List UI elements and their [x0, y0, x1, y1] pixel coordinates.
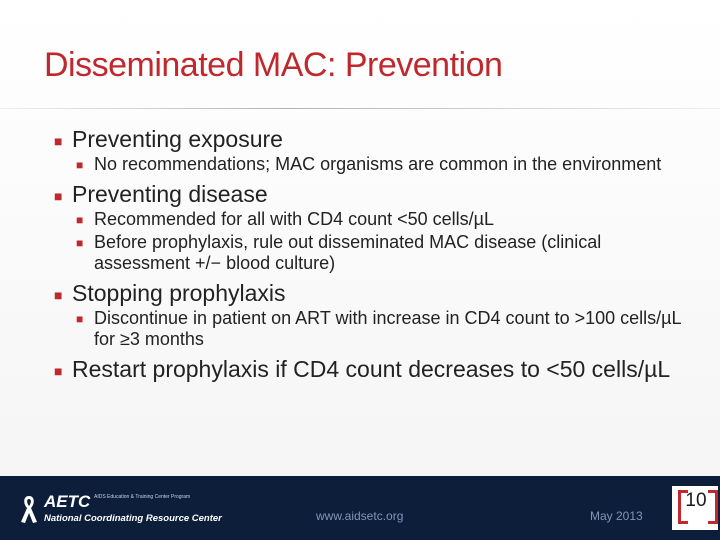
sub-bullet — [54, 154, 694, 175]
sub-bullet — [54, 232, 694, 274]
bullet-stopping-prophylaxis — [54, 280, 694, 306]
sub-bullet-text: Discontinue in patient on ART with increase in CD4 count to >100 cells/µL for ≥3 months — [94, 308, 681, 349]
bullet-icon: ■ — [54, 188, 63, 204]
bullet-text: Preventing exposure — [72, 126, 283, 152]
bullet-icon: ■ — [54, 287, 63, 303]
bullet-icon: ■ — [76, 213, 84, 227]
slide-title: Disseminated MAC: Prevention — [44, 46, 503, 84]
sub-bullet-text: Recommended for all with CD4 count <50 cells/µL — [94, 209, 495, 229]
sub-bullet-text: Before prophylaxis, rule out disseminated MAC disease (clinical assessment +/− blood culture) — [94, 232, 602, 273]
bullet-icon: ■ — [54, 363, 63, 379]
logo-subtitle: National Coordinating Resource Center — [44, 513, 222, 524]
bullet-restart-prophylaxis — [54, 356, 694, 382]
sub-bullet — [54, 209, 694, 230]
bullet-preventing-exposure — [54, 126, 694, 152]
bullet-icon: ■ — [76, 158, 84, 172]
sub-bullet — [54, 308, 694, 350]
bullet-text: Stopping prophylaxis — [72, 280, 286, 306]
footer-date: May 2013 — [590, 509, 643, 523]
bullet-icon: ■ — [76, 236, 84, 250]
bullet-icon: ■ — [54, 133, 63, 149]
page-number: 10 — [685, 490, 707, 511]
bullet-text: Preventing disease — [72, 181, 268, 207]
logo-wordmark: AETC — [44, 492, 91, 511]
bullet-text: Restart prophylaxis if CD4 count decreases to <50 cells/µL — [72, 356, 671, 382]
awareness-ribbon-icon — [18, 494, 40, 524]
aetc-logo — [18, 492, 222, 530]
logo-tagline: AIDS Education & Training Center Program — [94, 494, 191, 500]
bullet-icon: ■ — [76, 312, 84, 326]
bullet-preventing-disease — [54, 181, 694, 207]
title-divider — [0, 108, 720, 109]
slide-content — [54, 124, 694, 382]
sub-bullet-text: No recommendations; MAC organisms are common in the environment — [94, 154, 662, 174]
right-bracket-icon — [708, 490, 718, 524]
footer-url[interactable]: www.aidsetc.org — [316, 509, 404, 523]
